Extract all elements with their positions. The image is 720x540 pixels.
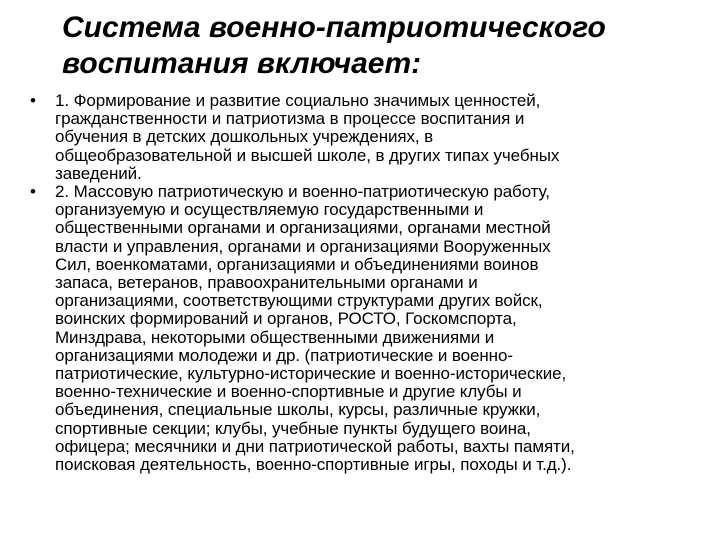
slide-title: Система военно-патриотического воспитания включает: — [62, 11, 606, 80]
bullet-marker-icon: • — [30, 91, 36, 110]
bullet-item-1 — [30, 92, 695, 183]
bullet-item-2 — [30, 183, 695, 474]
bullet-marker-icon: • — [30, 182, 36, 202]
bullet-text-2: 2. Массовую патриотическую и военно-патриотическую работу, организуемую и осуществляемую государственными и общественными органами и организациями, органами местной власти и управления, органами и организациями Вооруженных Сил, военкоматами, организациями и объединениями воинов запаса, ветеранов, правоохранительными органами и организациями, соответствующими структурами других войск, воинских формирований и органов, РОСТО, Госкомспорта, Минздрава, некоторыми общественными движениями и организациями молодежи и др. (патриотические и военно- патриотические, культурно-исторические и военно-исторические, военно-технические и военно-спортивные и другие клубы и объединения, специальные школы, курсы, различные кружки, спортивные секции; клубы, учебные пункты будущего воина, офицера; месячники и дни патриотической работы, вахты памяти, поисковая деятельность, военно-спортивные игры, походы и т.д.). — [55, 182, 575, 475]
bullet-text-1: 1. Формирование и развитие социально значимых ценностей, гражданственности и патриотизма в процессе воспитания и обучения в детских дошкольных учреждениях, в общеобразовательной и высшей школе, в других типах учебных заведений. — [55, 91, 560, 183]
bullet-list — [30, 92, 695, 474]
